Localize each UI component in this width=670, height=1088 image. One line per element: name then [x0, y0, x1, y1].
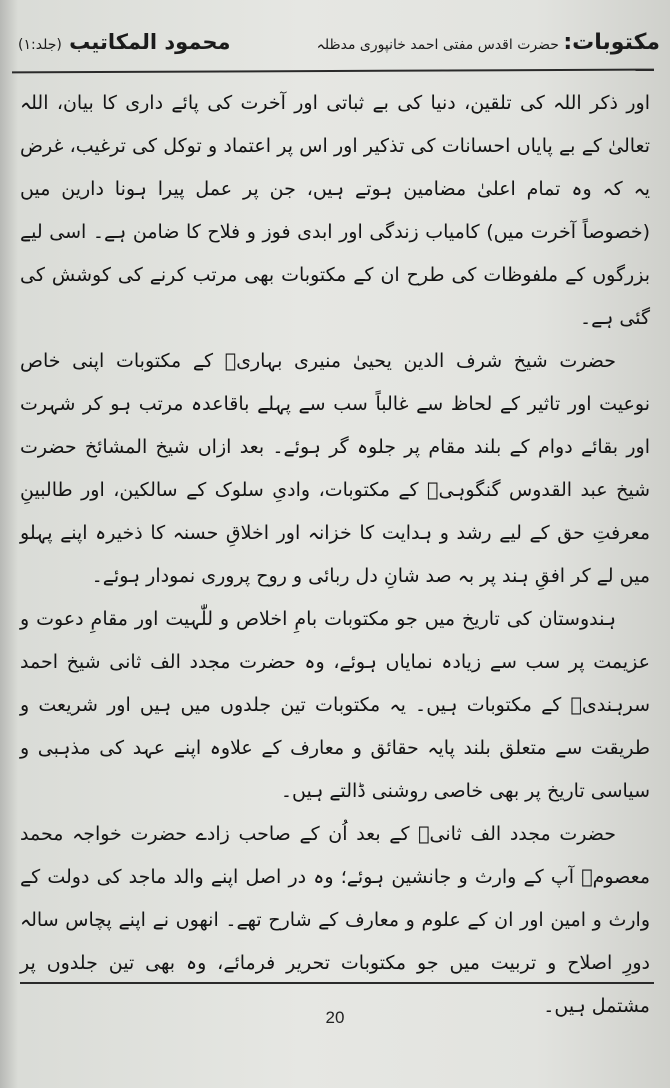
header-section-title: مکتوبات: — [563, 30, 660, 55]
header-book-title-group — [18, 30, 231, 54]
running-header — [18, 30, 660, 72]
page-body — [20, 82, 650, 1028]
footer-rule — [20, 982, 654, 984]
paragraph: حضرت شیخ شرف الدین یحییٰ منیری بہاریؒ کے مکتوبات اپنی خاص نوعیت اور تاثیر کے لحاظ سے غالباً سب سے پہلے باقاعدہ مرتب ہو کر شہرت اور بقائے دوام کے بلند مقام پر جلوہ گر ہوئے۔ بعد ازاں شیخ المشائخ حضرت شیخ عبد القدوس گنگوہیؒ کے مکتوبات، وادیِ سلوک کے سالکین، اور طالبینِ معرفتِ حق کے لیے رشد و ہدایت کا خزانہ اور اخلاقِ حسنہ کا ذخیرہ اپنے پہلو میں لے کر افقِ ہند پر بہ صد شانِ دل ربائی و روح پروری نمودار ہوئے۔ — [20, 350, 650, 587]
header-volume: (جلد:۱) — [18, 37, 62, 53]
header-author: حضرت اقدس مفتی احمد خانپوری مدظلہ — [316, 37, 559, 53]
header-book-title: محمود المکاتیب — [69, 30, 231, 54]
header-section-group — [317, 30, 660, 55]
page-gutter-shadow — [0, 0, 18, 1088]
paragraph: حضرت مجدد الف ثانیؒ کے بعد اُن کے صاحب زادے حضرت خواجہ محمد معصومؒ آپ کے وارث و جانشین ہوئے؛ وہ در اصل اپنے والد ماجد کی دولت کے وارث و امین اور ان کے علوم و معارف کے شارح تھے۔ انھوں نے اپنے پچاس سالہ دورِ اصلاح و تربیت میں جو مکتوبات تحریر فرمائے، وہ بھی تین جلدوں پر مشتمل ہیں۔ — [20, 823, 650, 1017]
paragraph: ہندوستان کی تاریخ میں جو مکتوبات بامِ اخلاص و للّٰہیت اور مقامِ دعوت و عزیمت پر سب سے زیادہ نمایاں ہوئے، وہ حضرت مجدد الف ثانی شیخ احمد سرہندیؒ کے مکتوبات ہیں۔ یہ مکتوبات تین جلدوں میں ہیں اور شریعت و طریقت سے متعلق بلند پایہ حقائق و معارف کے علاوہ اپنے عہد کی مذہبی و سیاسی تاریخ پر بھی خاصی روشنی ڈالتے ہیں۔ — [20, 608, 650, 802]
paragraph: اور ذکر اللہ کی تلقین، دنیا کی بے ثباتی اور آخرت کی پائے داری کا بیان، اللہ تعالیٰ کے بے پایاں احسانات کی تذکیر اور اس پر اعتماد و توکل کی ترغیب، غرض یہ کہ وہ تمام اعلیٰ مضامین ہوتے ہیں، جن پر عمل پیرا ہونا دارین میں (خصوصاً آخرت میں) کامیاب زندگی اور ابدی فوز و فلاح کا ضامن ہے۔ اسی لیے بزرگوں کے ملفوظات کی طرح ان کے مکتوبات بھی مرتب کرنے کی کوشش کی گئی ہے۔ — [20, 92, 650, 329]
page-number: 20 — [325, 1008, 345, 1027]
